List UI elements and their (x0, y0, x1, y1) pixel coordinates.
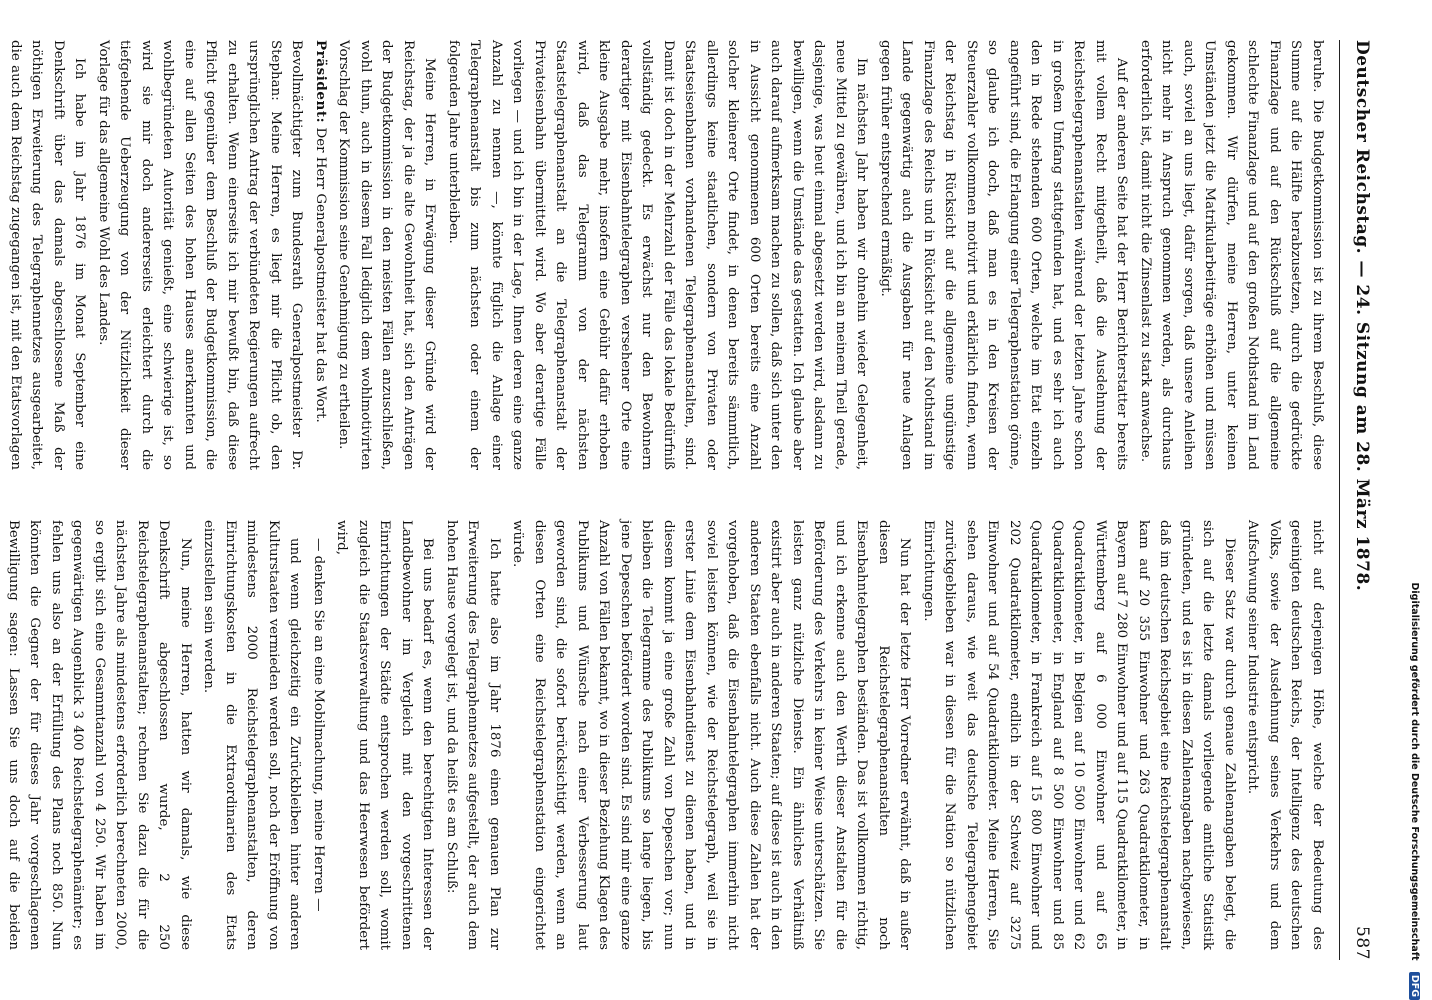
paragraph: Auf der anderen Seite hat der Herr Berichterstatter bereits mit vollem Recht mitgetheilt, daß die Ausdehnung der Reichstelegraphenanstalten während der letzten Jahre schon in großem Umfang stattgefunden hat, und es sehr ich auch den in Rede stehenden 600 Orten, welche im Etat einzeln angeführt sind, die Erlangung einer Telegraphenstation gönne, so glaube ich doch, daß man es in den Kreisen der Steuerzahler vollkommen motivirt und erklärlich finden, wenn der Reichstag in Rücksicht auf die allgemeine ungünstige Finanzlage des Reichs und in Rücksicht auf den Nothstand im Lande gegenwärtig auch die Ausgaben für neue Anlagen gegen früher entsprechend ermäßigt. (878, 40, 1130, 471)
running-header (1344, 40, 1372, 960)
speaker-label: Präsident: (313, 40, 329, 124)
paragraph: beruhe. Die Budgetkommission ist zu ihrem Beschluß, diese Summe auf die Hälfte herabzusetzen, durch die gedrückte Finanzlage und auf den Rückschluß auf die allgemeine schlechte Finanzlage und auf den großen Nothstand im Land gekommen. Wir dürfen, meine Herren, unter keinen Umständen jetzt die Matrikularbeiträge erhöhen und müssen auch, soviel an uns liegt, dafür sorgen, daß unsere Anleihen nicht mehr in Anspruch genommen werden, als durchaus erforderlich ist, damit nicht die Zinsenlast zu stark anwachse. (1138, 40, 1325, 470)
page-number: 587 (1352, 926, 1372, 960)
paragraph: Bevollmächtigter zum Bundesrath Generalpostmeister Dr. Stephan: Meine Herren, es liegt mir die Pflicht ob, den ursprünglichen Antrag der verbündeten Regierungen aufrecht zu erhalten. Wenn einerseits ich mir bewußt bin, daß diese Pflicht gegenüber dem Beschluß der Budgetkommission, die eine auf allen Seiten des hohen Hauses anerkannten und wohlbegründeten Autorität genießt, eine schwierige ist, so wird sie mir doch andererseits erleichtert durch die tiefgehende Ueberzeugung von der Nützlichkeit dieser Vorlage für das allgemeine Wohl des Landes. (96, 40, 305, 470)
paragraph: nicht auf derjenigen Höhe, welche der Bedeutung des geeinigten deutschen Reichs, der Intelligenz des deutschen Volks, sowie der Ausdehnung seines Verkehrs und dem Aufschwung seiner Industrie entspricht. (1245, 520, 1325, 950)
page-title: Deutscher Reichstag. — 24. Sitzung am 28. März 1878. (1352, 40, 1372, 592)
paragraph: Ich habe im Jahr 1876 im Monat September eine Denkschrift über das damals abgeschlossene Maß der nöthigen Erweiterung des Telegraphennetzes ausgearbeitet, die auch dem Reichstag zugegangen ist, mit den Etatsvorlagen (8, 40, 88, 470)
paragraph: Im nächsten Jahr haben wir ohnehin wieder Gelegenheit, neue Mittel zu gewähren, und ich bin an meinem Theil gerade, dasjenige, was heut einmal abgesetzt werden wird, alsdann zu bewilligen, wenn die Umstände das gestatten. Ich glaube aber auch darauf aufmerksam machen zu sollen, daß sich unter den in Aussicht genommenen 600 Orten bereits eine Anzahl solcher kleinerer Orte findet, in denen bereits sämmtlich, allerdings keine staatlichen, sondern von Privaten oder Staatseisenbahnen vorhandenen Telegraphenanstalten, sind. Damit ist doch in der Mehrzahl der Fälle das lokale Bedürfniß vollständig gedeckt. Es erwächst nur den Bewohnern derartiger mit Eisenbahntelegraphen versehener Orte eine kleine Ausgabe mehr, insofern eine Gebühr dafür erhoben wird, daß das Telegramm von der nächsten Staatstelegraphenanstalt an die Telegraphenanstalt der Privateisenbahn übermittelt wird. Wo aber derartige Fälle vorliegen — und ich bin in der Lage, Ihnen deren eine ganze Anzahl zu nennen —, könnte füglich die Anlage einer Telegraphenanstalt bis zum nächsten oder einem der folgenden Jahre unterbleiben. (446, 40, 870, 470)
dfg-note-text: Digitalisierung gefördert durch die Deutsche Forschungsgemeinschaft (1409, 582, 1420, 961)
paragraph: Bei uns bedarf es, wenn den berechtigten Interessen der Landbewohner im Vergleich mit den vorgeschrittenen Einrichtungen der Städte entsprochen werden soll, womit zugleich die Staatsverwaltung und das Heerwesen befördert wird, (334, 520, 436, 950)
paragraph: Meine Herren, in Erwägung dieser Gründe wird der Reichstag, der ja die alte Gewohnheit hat, sich den Anträgen der Budgetkommission in den meisten Fällen anzuschließen, wohl thun, auch in diesem Fall lediglich dem wohlmotivirten Vorschlag der Kommission seine Genehmigung zu ertheilen. (336, 40, 438, 470)
right-column (6, 520, 1328, 950)
paragraph: Nun hat der letzte Herr Vorredner erwähnt, daß in außer diesen Reichstelegraphenanstalten noch Eisenbahntelegraphen beständen. Das ist vollkommen richtig, und ich erkenne auch den Werth dieser Anstalten für die Beförderung des Verkehrs in keiner Weise unterschätzen. Sie leisten ganz nützliche Dienste. Ein ähnliches Verhältniß existirt aber auch in anderen Staaten; auf diese ist auch in den anderen Staaten ebenfalls nicht. Auch diese Zahlen hat der vorgehoben, daß die Eisenbahntelegraphen immerhin nicht soviel leisten können, wie der Reichstelegraph, weil sie in erster Linie dem Eisenbahndienst zu dienen haben, und in diesem kommt ja eine große Zahl von Depeschen vor; nun bleiben die Telegramme des Publikums so lange liegen, bis jene Depeschen befördert worden sind. Es sind mir eine ganze Anzahl von Fällen bekannt, wo in dieser Beziehung Klagen des Publikums und Wünsche nach einer Verbesserung laut geworden sind, die sofort berücksichtigt werden, wenn an diesen Orten eine Reichstelegraphenstation eingerichtet würde. (510, 520, 913, 950)
interjection-line: — denken Sie an eine Mobilmachung, meine Herren — (311, 538, 326, 912)
header-rule (1339, 40, 1340, 960)
paragraph: Ich hatte also im Jahr 1876 einen genauen Plan zur Erweiterung des Telegraphennetzes aufgestellt, der auch dem hohen Hause vorgelegt ist, und da heißt es am Schluß: (444, 520, 502, 950)
speaker-paragraph (310, 40, 332, 470)
paragraph: Nun, meine Herren, hatten wir damals, wie diese Denkschrift abgeschlossen wurde, 2 250 Reichstelegraphenanstalten; rechnen Sie dazu die für die nächsten Jahre als mindestens erforderlich berechneten 2000, so ergibt sich eine Gesammtanzahl von 4 250. Wir haben im gegenwärtigen Augenblick 3 400 Reichstelegraphenämter; es fehlen uns also an der Erfüllung des Plans noch 850. Nun könnten die Gegner der für dieses Jahr vorgeschlagenen Bewilligung sagen: Lassen Sie uns doch auf die beiden (6, 520, 193, 950)
speaker-text: Der Herr Generalpostmeister hat das Wort. (313, 127, 328, 423)
left-column (8, 40, 1328, 471)
paragraph: und wenn gleichzeitig ein Zurückbleiben hinter anderen Kulturstaaten vermieden werden soll, noch der Eröffnung von mindestens 2000 Reichstelegraphenanstalten, deren Einrichtungskosten in die Extraordinarien des Etats einzustellen sein werden. (201, 520, 303, 950)
dfg-logo: DFG (1409, 972, 1420, 1000)
dfg-side-note (1406, 0, 1420, 1000)
paragraph: Dieser Satz war durch genaue Zahlenangaben belegt, die sich auf die letzte damals vorliegende amtliche Statistik gründeten, und es ist in diesen Zahlenangaben nachgewiesen, daß im deutschen Reichsgebiet eine Reichstelegraphenanstalt kam auf 20 355 Einwohner und 263 Quadratkilometer, in Bayern auf 7 280 Einwohner und auf 115 Quadratkilometer, in Württemberg auf 6 000 Einwohner und auf 65 Quadratkilometer, in Belgien auf 10 500 Einwohner und 62 Quadratkilometer, in England auf 8 500 Einwohner und 85 Quadratkilometer, in Frankreich auf 15 800 Einwohner und 202 Quadratkilometer, endlich in der Schweiz auf 3275 Einwohner und auf 54 Quadratkilometer. Meine Herren, Sie sehen daraus, wie weit das deutsche Telegraphengebiet zurückgeblieben war in diesen für die Nation so nützlichen Einrichtungen. (921, 520, 1237, 950)
